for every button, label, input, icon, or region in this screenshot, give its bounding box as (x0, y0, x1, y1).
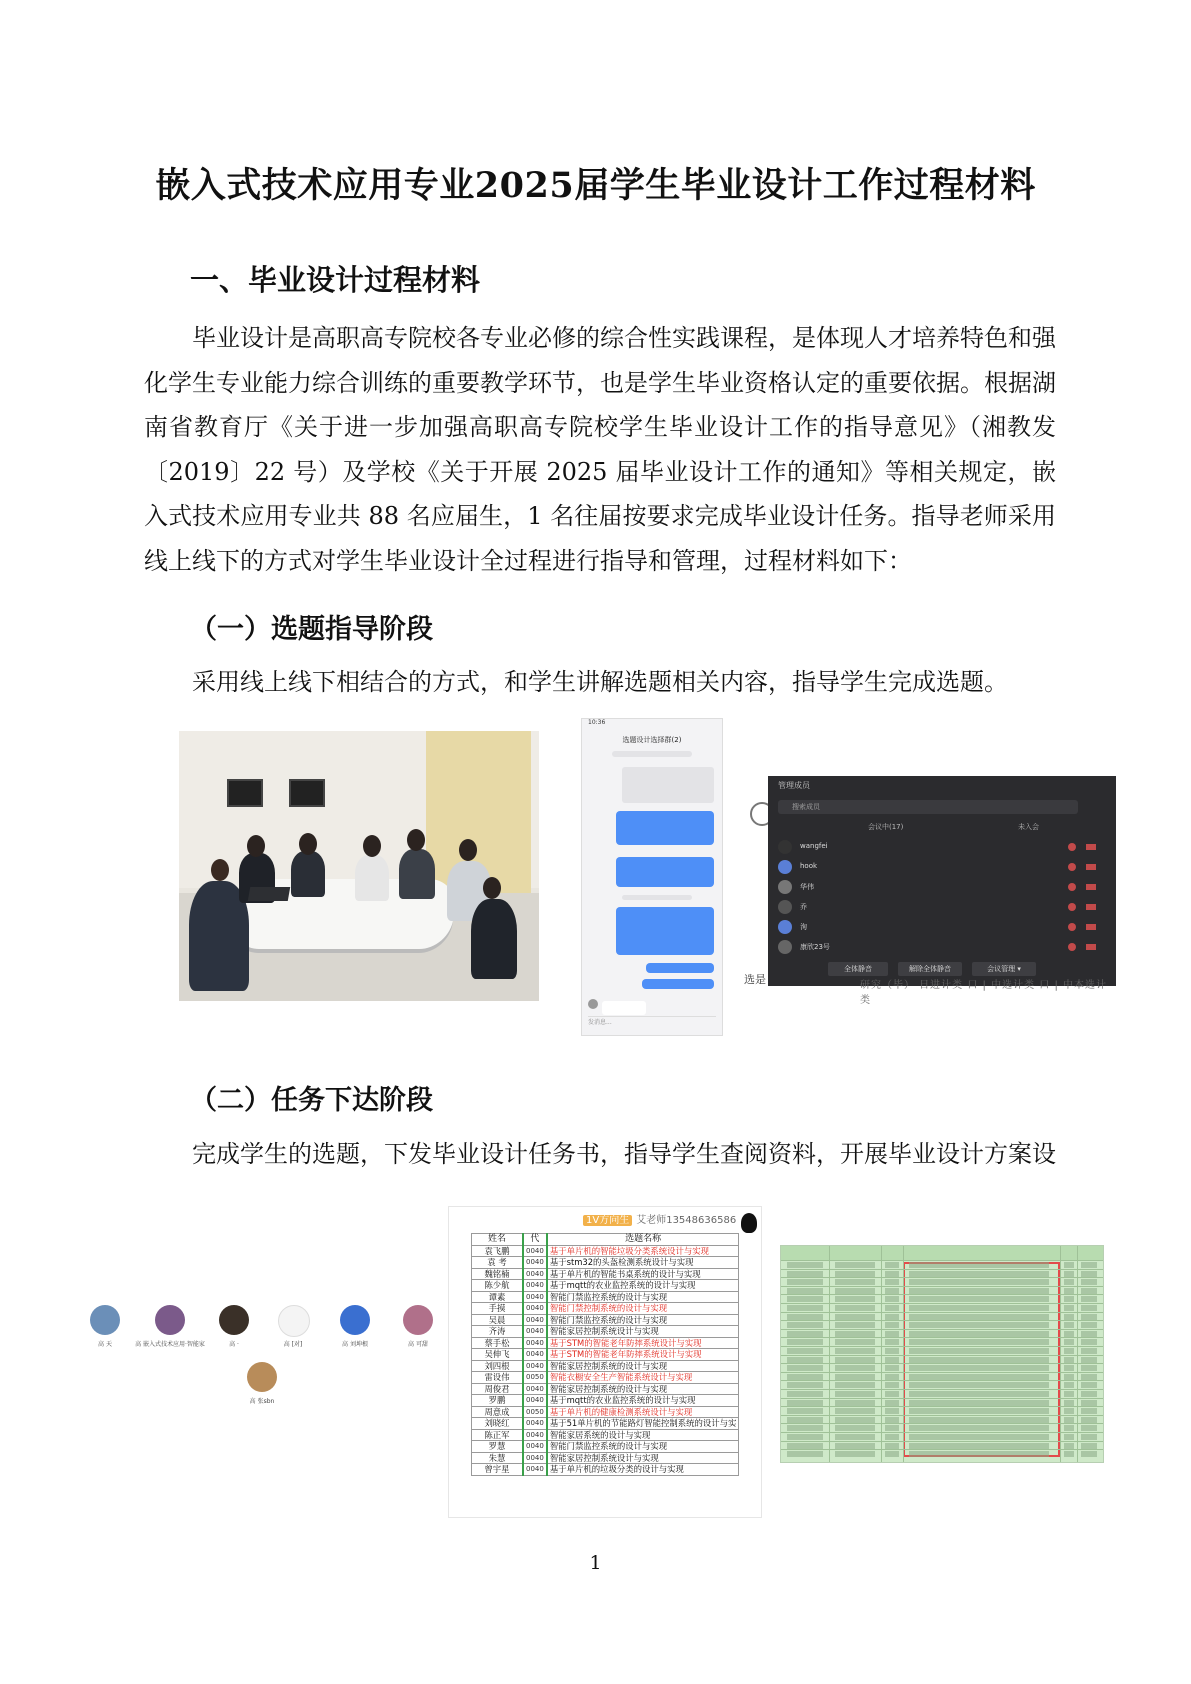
topic-code: 0040 (523, 1383, 547, 1395)
table-row (472, 1383, 739, 1395)
member-row: 康欣23号 (778, 938, 1106, 956)
student-name: 陈少航 (472, 1280, 524, 1292)
student-name: 周俊君 (472, 1383, 524, 1395)
meeting-members-screenshot (740, 766, 1116, 1006)
topic-name: 基于mqtt的农业监控系统的设计与实现 (547, 1395, 739, 1407)
student-name: 罗鹏 (472, 1395, 524, 1407)
topic-code: 0040 (523, 1268, 547, 1280)
topic-code: 0040 (523, 1303, 547, 1315)
topic-code: 0040 (523, 1429, 547, 1441)
topic-name: 智能门禁控制系统的设计与实现 (547, 1303, 739, 1315)
section-heading: 一、毕业设计过程材料 (190, 263, 481, 297)
avatar (340, 1305, 370, 1335)
topic-code: 0040 (523, 1452, 547, 1464)
tab-not-joined: 未入会 (1018, 823, 1039, 831)
topic-name: 智能门禁监控系统的设计与实现 (547, 1441, 739, 1453)
topic-name: 基于STM的智能老年防摔系统设计与实现 (547, 1349, 739, 1361)
topic-name: 智能门禁监控系统的设计与实现 (547, 1291, 739, 1303)
col-topic: 选题名称 (547, 1234, 739, 1246)
table-row (472, 1268, 739, 1280)
topic-code: 0040 (523, 1245, 547, 1257)
selection-spreadsheet-screenshot (780, 1245, 1104, 1463)
status-time: 10:36 (588, 719, 606, 726)
student-name: 曾宇星 (472, 1464, 524, 1476)
student-name: 手摸 (472, 1303, 524, 1315)
table-row (472, 1372, 739, 1384)
student-name: 刘晓红 (472, 1418, 524, 1430)
topic-code: 0040 (523, 1314, 547, 1326)
student-name: 齐涛 (472, 1326, 524, 1338)
intro-paragraph: 毕业设计是高职高专院校各专业必修的综合性实践课程，是体现人才培养特色和强化学生专业能力综合训练的重要教学环节，也是学生毕业资格认定的重要依据。根据湖南省教育厅《关于进一步加强高职高专院校学生毕业设计工作的指导意见》（湘教发〔2019〕22 号）及学校《关于开展 2025 届毕业设计工作的通知》等相关规定，嵌入式技术应用专业共 88 名应届生，1 名往届按要求完成毕业设计任务。指导老师采用线上线下的方式对学生毕业设计全过程进行指导和管理，过程材料如下： (144, 324, 1056, 575)
avatar (278, 1305, 310, 1337)
avatar-label: 高 张sbn (249, 1398, 275, 1405)
topic-code: 0040 (523, 1291, 547, 1303)
member-panel-header: 管理成员 (778, 781, 810, 790)
chat-title: 选题设计选择群(2) (622, 736, 682, 744)
table-row (472, 1418, 739, 1430)
qq-icon (741, 1213, 757, 1233)
student-name: 陈正军 (472, 1429, 524, 1441)
avatar (155, 1305, 185, 1335)
table-row (472, 1337, 739, 1349)
topic-name: 智能家居控制系统设计与实现 (547, 1326, 739, 1338)
table-row (472, 1429, 739, 1441)
student-name: 谭素 (472, 1291, 524, 1303)
topic-code: 0050 (523, 1372, 547, 1384)
table-row (472, 1360, 739, 1372)
group-chat-screenshot (581, 718, 723, 1036)
topic-code: 0040 (523, 1418, 547, 1430)
student-name: 刘四根 (472, 1360, 524, 1372)
teacher-name: 艾老师13548636586 (636, 1215, 737, 1226)
topic-name: 基于mqtt的农业监控系统的设计与实现 (547, 1280, 739, 1292)
mute-all-button: 全体静音 (828, 962, 888, 976)
student-name: 蔡手松 (472, 1337, 524, 1349)
member-row: 洵 (778, 918, 1106, 936)
tab-in-meeting: 会议中(17) (868, 823, 904, 831)
member-row: 乔 (778, 898, 1106, 916)
topic-name: 基于单片机的智能垃圾分类系统设计与实现 (547, 1245, 739, 1257)
avatar (219, 1305, 249, 1335)
col-code: 代 (523, 1234, 547, 1246)
meeting-manage-button: 会议管理 ▾ (972, 962, 1036, 976)
topic-name: 智能衣橱安全生产智能系统设计与实现 (547, 1372, 739, 1384)
avatar (247, 1362, 277, 1392)
table-row (472, 1395, 739, 1407)
topic-code: 0040 (523, 1395, 547, 1407)
table-row (472, 1406, 739, 1418)
table-row (472, 1257, 739, 1269)
topic-code: 0040 (523, 1337, 547, 1349)
student-name: 雷设伟 (472, 1372, 524, 1384)
table-row (472, 1452, 739, 1464)
avatar-label: 高 可甜 (408, 1341, 428, 1348)
student-name: 朱慧 (472, 1452, 524, 1464)
table-row (472, 1291, 739, 1303)
topic-name: 基于单片机的智能书桌系统的设计与实现 (547, 1268, 739, 1280)
subsection-heading-task-assignment: （二）任务下达阶段 (190, 1085, 433, 1116)
subsection-heading-topic-guidance: （一）选题指导阶段 (190, 614, 433, 645)
table-row (472, 1326, 739, 1338)
topic-code: 0040 (523, 1360, 547, 1372)
chat-input: 发消息... (588, 1016, 716, 1029)
topic-code: 0040 (523, 1464, 547, 1476)
student-name: 吴伸飞 (472, 1349, 524, 1361)
topic-name: 基于STM的智能老年防摔系统设计与实现 (547, 1337, 739, 1349)
topic-code: 0040 (523, 1257, 547, 1269)
member-row: 华伟 (778, 878, 1106, 896)
topic-name: 基于单片机的垃圾分类的设计与实现 (547, 1464, 739, 1476)
panel-caption: 选是 (744, 973, 766, 986)
avatar-label: 高 刘坤根 (342, 1341, 368, 1348)
table-row (472, 1314, 739, 1326)
page-number: 1 (589, 1552, 602, 1574)
subsection-text-task-assignment: 完成学生的选题，下发毕业设计任务书，指导学生查阅资料，开展毕业设计方案设 (192, 1140, 1056, 1168)
unmute-all-button: 解除全体静音 (898, 962, 962, 976)
teacher-tag: 1V方向生 (583, 1215, 632, 1226)
topic-name: 智能家居控制系统的设计与实现 (547, 1383, 739, 1395)
table-row (472, 1303, 739, 1315)
member-row: hook (778, 858, 1106, 876)
topic-code: 0040 (523, 1280, 547, 1292)
classroom-meeting-photo (179, 731, 539, 1001)
topic-code: 0040 (523, 1441, 547, 1453)
topic-name: 智能家居控制系统设计与实现 (547, 1452, 739, 1464)
avatar-label: 高 [对] (283, 1341, 303, 1348)
topic-table (471, 1233, 739, 1476)
student-name: 罗慧 (472, 1441, 524, 1453)
col-name: 姓名 (472, 1234, 524, 1246)
table-row (472, 1441, 739, 1453)
student-name: 袁 考 (472, 1257, 524, 1269)
panel-footer-text: 研究（毕） 日进计类 口 | 中选计类 口 | 中本选计类 (860, 980, 1107, 1006)
topic-name: 基于51单片机的节能路灯智能控制系统的设计与实 (547, 1418, 739, 1430)
topic-code: 0040 (523, 1326, 547, 1338)
table-row (472, 1245, 739, 1257)
table-row (472, 1464, 739, 1476)
topic-code: 0050 (523, 1406, 547, 1418)
member-row: wangfei (778, 838, 1106, 856)
topic-name: 基于stm32的头盔检测系统设计与实现 (547, 1257, 739, 1269)
student-name: 魏铭楠 (472, 1268, 524, 1280)
topic-name: 基于单片机的健康检测系统设计与实现 (547, 1406, 739, 1418)
student-name: 周意成 (472, 1406, 524, 1418)
avatar (403, 1305, 433, 1335)
avatar (90, 1305, 120, 1335)
document-title: 嵌入式技术应用专业2025届学生毕业设计工作过程材料 (155, 165, 1036, 206)
table-row (472, 1280, 739, 1292)
topic-name: 智能门禁监控系统的设计与实现 (547, 1314, 739, 1326)
student-name: 袁飞鹏 (472, 1245, 524, 1257)
topic-name: 智能家居控制系统的设计与实现 (547, 1360, 739, 1372)
subsection-text-topic-guidance: 采用线上线下相结合的方式，和学生讲解选题相关内容，指导学生完成选题。 (192, 668, 1008, 696)
topic-code: 0040 (523, 1349, 547, 1361)
avatar-label: 高 · (229, 1341, 239, 1348)
student-name: 吴晨 (472, 1314, 524, 1326)
topic-name: 智能家居系统的设计与实现 (547, 1429, 739, 1441)
table-row (472, 1349, 739, 1361)
member-search: 搜索成员 (778, 800, 1078, 814)
avatar-label: 高 天 (98, 1341, 112, 1348)
avatar-label: 高 嵌入式技术应用·智能家 (135, 1341, 205, 1348)
topic-list-screenshot (448, 1206, 762, 1518)
